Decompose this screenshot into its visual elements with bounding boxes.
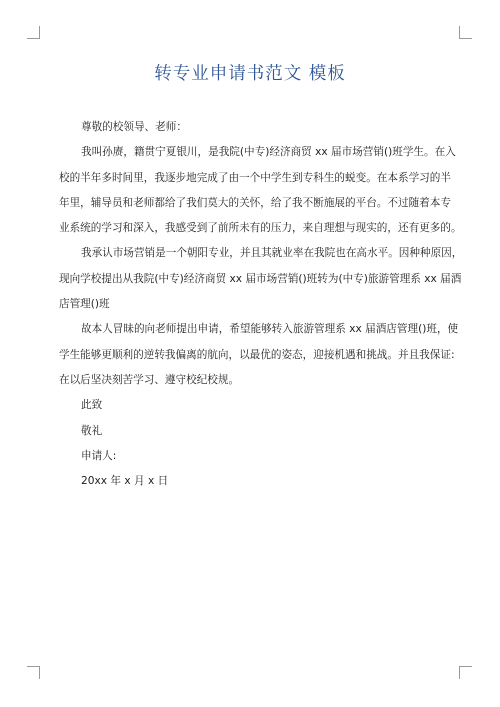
paragraph-3-line-3: 在以后坚决刻苦学习、遵守校纪校规。 [59, 373, 240, 386]
closing-jingli: 敬礼 [81, 424, 103, 437]
paragraph-1-line-2: 校的半年多时间里，我逐步地完成了由一个中学生到专科生的蜕变。在本系学习的半 [59, 171, 451, 184]
applicant-label: 申请人: [81, 449, 117, 462]
date-line: 20xx 年 x 月 x 日 [81, 475, 169, 488]
paragraph-1-line-4: 业系统的学习和深入，我感受到了前所未有的压力，来自理想与现实的，还有更多的。 [59, 222, 462, 235]
paragraph-3-line-2: 学生能够更顺利的逆转我偏离的航向，以最优的姿态，迎接机遇和挑战。并且我保证: [59, 348, 455, 361]
corner-mark-bottom-right [459, 666, 472, 679]
closing-cizhi: 此致 [81, 399, 103, 412]
paragraph-1-line-3: 年里，辅导员和老师都给了我们莫大的关怀，给了我不断施展的平台。不过随着本专 [59, 196, 451, 209]
paragraph-2-line-2: 现向学校提出从我院(中专)经济商贸 xx 届市场营销()班转为(中专)旅游管理系 xx 届酒 [59, 272, 462, 285]
document-body [59, 115, 463, 494]
corner-mark-top-right [459, 26, 472, 39]
corner-mark-top-left [27, 26, 40, 39]
paragraph-1-line-1: 我叫孙赓，籍贯宁夏银川，是我院(中专)经济商贸 xx 届市场营销()班学生。在入 [81, 146, 456, 159]
paragraph-3-line-1: 故本人冒昧的向老师提出申请，希望能够转入旅游管理系 xx 届酒店管理()班，使 [81, 323, 459, 336]
paragraph-2-line-1: 我承认市场营销是一个朝阳专业，并且其就业率在我院也在高水平。因种种原因， [81, 247, 463, 260]
corner-mark-bottom-left [27, 666, 40, 679]
salutation: 尊敬的校领导、老师： [81, 121, 187, 133]
paragraph-2-line-3: 店管理()班 [59, 298, 110, 311]
document-title: 转专业申请书范文 模板 [154, 64, 346, 84]
